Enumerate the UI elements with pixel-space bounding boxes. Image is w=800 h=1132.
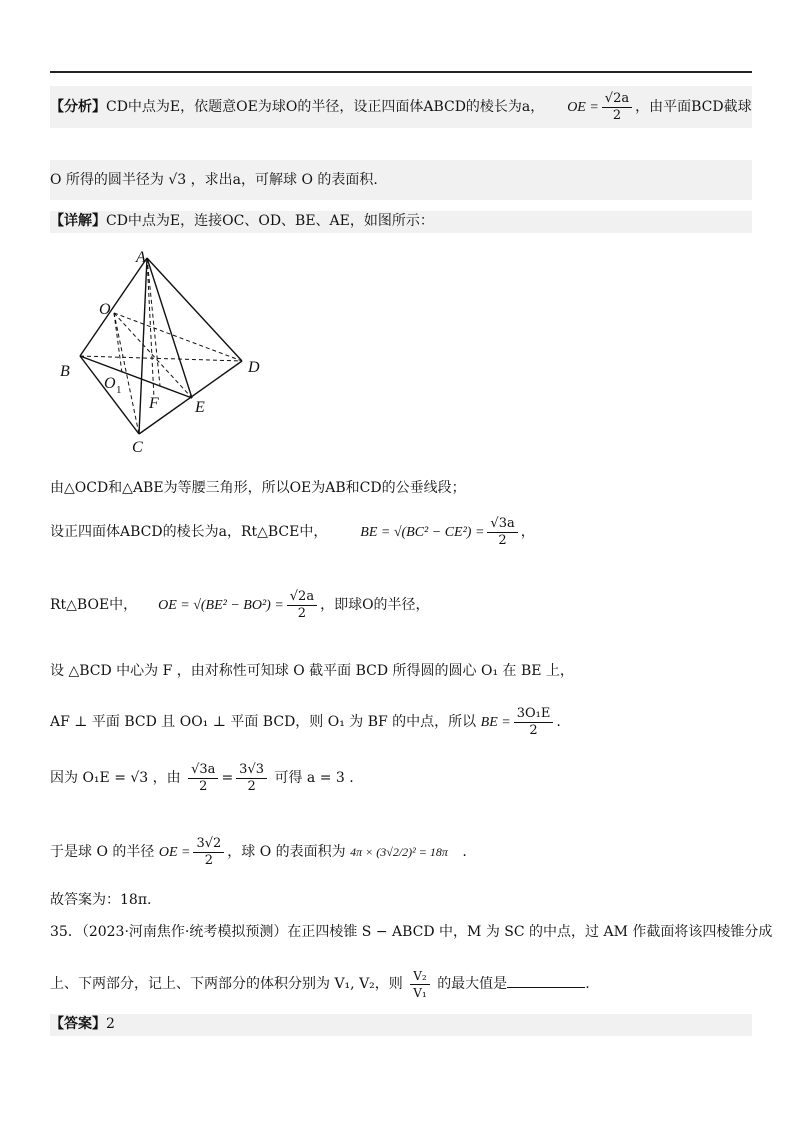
a-fraction-right: $\frac{3√3}{2}$ bbox=[236, 762, 267, 795]
edge-ab bbox=[80, 258, 147, 356]
body-line-3-text: Rt△BOE中， bbox=[50, 597, 138, 613]
label-o: O bbox=[99, 301, 111, 318]
q35-line-2: 上、下两部分，记上、下两部分的体积分别为 V₁, V₂，则 $\frac{\text{V₂}}{\text{V₁}}$ 的最大值是 . bbox=[50, 968, 590, 1000]
surface-area-expression: 4π × (3√2/2)² = 18π bbox=[350, 845, 448, 859]
body-line-1: 由△OCD和△ABE为等腰三角形，所以OE为AB和CD的公垂线段； bbox=[50, 480, 466, 496]
label-c: C bbox=[132, 439, 143, 456]
analysis-text: CD中点为E，依题意OE为球O的半径，设正四面体ABCD的棱长为a， bbox=[106, 99, 545, 115]
edge-ac bbox=[139, 258, 147, 434]
q35-line-2-text: 上、下两部分，记上、下两部分的体积分别为 V₁, V₂，则 bbox=[50, 976, 403, 992]
answer-bar bbox=[50, 1014, 752, 1036]
label-b: B bbox=[60, 363, 70, 380]
body-line-7: 于是球 O 的半径 OE = $\frac{3√2}{2}$ ，球 O 的表面积为 4π × (3√2/2)² = 18π . bbox=[50, 835, 467, 868]
label-f: F bbox=[149, 395, 159, 412]
label-d: D bbox=[248, 359, 260, 376]
q35-line-1: 35．（2023·河南焦作·统考模拟预测）在正四棱锥 S − ABCD 中，M 为 SC 的中点，过 AM 作截面将该四棱锥分成 bbox=[50, 924, 773, 940]
edge-bd bbox=[80, 356, 242, 361]
oe-fraction: $\frac{√2a}{2}$ bbox=[287, 589, 317, 622]
analysis-oe: OE = bbox=[567, 100, 599, 115]
body-line-2-text: 设正四面体ABCD的棱长为a，Rt△BCE中， bbox=[50, 524, 328, 540]
detail-tag: 【详解】 bbox=[50, 213, 106, 229]
detail-text: CD中点为E，连接OC、OD、BE、AE，如图所示： bbox=[106, 213, 434, 229]
be-equation: BE = √(BC² − CE²) = bbox=[360, 525, 485, 540]
oe-equation: OE = √(BE² − BO²) = bbox=[158, 598, 284, 613]
analysis-line-1 bbox=[50, 86, 752, 128]
label-o1: O bbox=[104, 375, 116, 392]
answer-blank bbox=[507, 973, 585, 988]
body-line-3: Rt△BOE中， OE = √(BE² − BO²) = $\frac{√2a}{2}$ ，即球O的半径， bbox=[50, 588, 430, 621]
analysis-tail: ，由平面BCD截球 bbox=[635, 99, 752, 115]
body-line-2: 设正四面体ABCD的棱长为a，Rt△BCE中， BE = √(BC² − CE²) = $\frac{√3a}{2}$ ， bbox=[50, 515, 535, 548]
line-be bbox=[80, 356, 192, 398]
analysis-fraction: $\frac{√2a}{2}$ bbox=[602, 91, 632, 124]
body-line-5: AF ⊥ 平面 BCD 且 OO₁ ⊥ 平面 BCD，则 O₁ 为 BF 的中点，所以 BE = $\frac{\text{3O₁E}}{2}$ . bbox=[50, 705, 561, 738]
final-answer: 故答案为：18π. bbox=[50, 892, 152, 908]
tetrahedron-figure bbox=[52, 248, 272, 463]
analysis-tag: 【分析】 bbox=[50, 99, 106, 115]
volume-ratio-fraction: $\frac{\text{V₂}}{\text{V₁}}$ bbox=[410, 968, 429, 1001]
line-ao1 bbox=[147, 258, 154, 398]
be-o1e-fraction: $\frac{\text{3O₁E}}{2}$ bbox=[514, 706, 554, 739]
line-oo1 bbox=[114, 313, 122, 373]
label-e: E bbox=[195, 399, 205, 416]
body-line-6-text: 因为 O₁E = √3 ，由 bbox=[50, 770, 181, 786]
answer-tag: 【答案】 bbox=[50, 1016, 106, 1032]
body-line-4: 设 △BCD 中心为 F ，由对称性可知球 O 截平面 BCD 所得圆的圆心 O₁ 在 BE 上， bbox=[50, 663, 574, 679]
be-fraction: $\frac{√3a}{2}$ bbox=[487, 516, 517, 549]
a-fraction-left: $\frac{√3a}{2}$ bbox=[188, 762, 218, 795]
label-o1-sub: 1 bbox=[116, 384, 122, 396]
top-rule bbox=[50, 71, 752, 73]
answer-value: 2 bbox=[106, 1016, 115, 1032]
body-line-5-text: AF ⊥ 平面 BCD 且 OO₁ ⊥ 平面 BCD，则 O₁ 为 BF 的中点，所以 bbox=[50, 714, 477, 730]
detail-line bbox=[50, 211, 752, 233]
body-line-6: 因为 O₁E = √3 ，由 $\frac{√3a}{2}$ = $\frac{3√3}{2}$ 可得 a = 3 . bbox=[50, 761, 354, 794]
analysis-line-2: O 所得的圆半径为 √3 ，求出a，可解球 O 的表面积. bbox=[50, 160, 752, 200]
edge-ad bbox=[147, 258, 242, 361]
body-line-7-text: 于是球 O 的半径 bbox=[50, 844, 155, 860]
radius-fraction: $\frac{3√2}{2}$ bbox=[193, 836, 224, 869]
label-a: A bbox=[136, 249, 146, 266]
